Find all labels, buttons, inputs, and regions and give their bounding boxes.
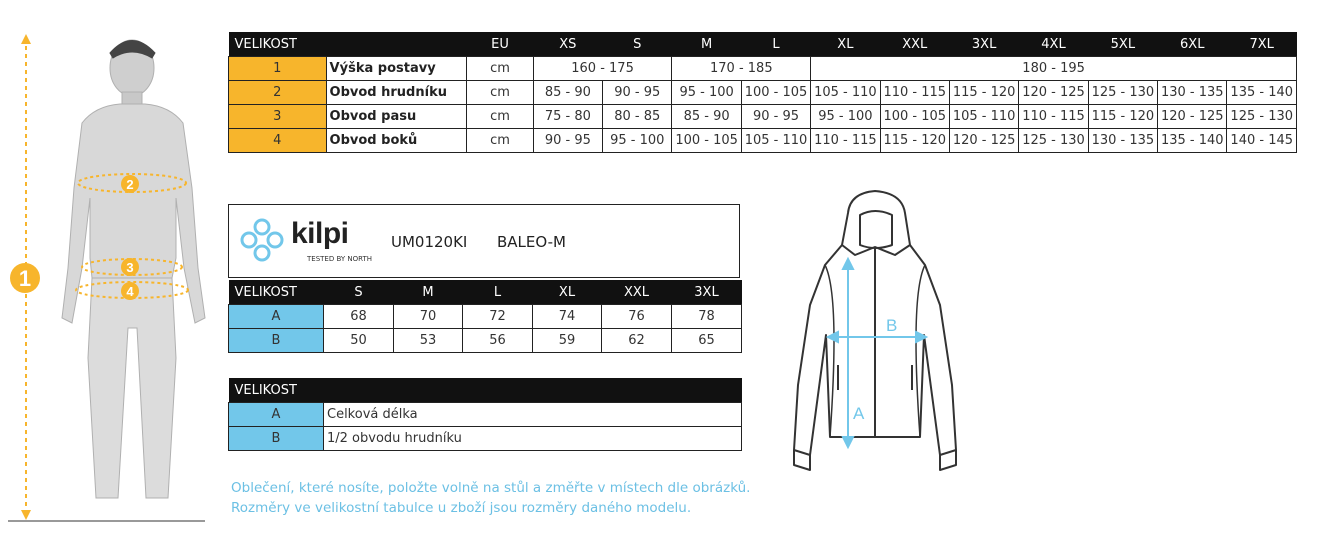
row-number: 4 (229, 129, 327, 153)
row-label: B (229, 329, 324, 353)
marker-3-label: 3 (126, 260, 134, 275)
model-table-header (229, 280, 742, 305)
table-cell: 80 - 85 (603, 105, 672, 129)
row-unit: cm (467, 81, 533, 105)
table-cell: 125 - 130 (1088, 81, 1157, 105)
legend-table (228, 378, 742, 451)
header-size: 7XL (1227, 32, 1297, 57)
table-row (229, 129, 1297, 153)
row-number: 2 (229, 81, 327, 105)
row-number: 1 (229, 57, 327, 81)
table-row (229, 427, 742, 451)
header-size: L (741, 32, 810, 57)
table-cell: 95 - 100 (603, 129, 672, 153)
table-cell: 62 (602, 329, 672, 353)
row-label: Obvod boků (326, 129, 467, 153)
table-cell: 95 - 100 (811, 105, 880, 129)
table-cell: 105 - 110 (811, 81, 880, 105)
table-cell: 135 - 140 (1227, 81, 1297, 105)
table-cell: 50 (324, 329, 394, 353)
table-cell: 130 - 135 (1158, 81, 1227, 105)
table-cell: 115 - 120 (880, 129, 949, 153)
kilpi-knot-icon (239, 217, 285, 263)
header-size: M (672, 32, 741, 57)
header-size: XL (811, 32, 880, 57)
header-size: 4XL (1019, 32, 1088, 57)
row-unit: cm (467, 105, 533, 129)
table-cell: 75 - 80 (533, 105, 602, 129)
table-cell: 125 - 130 (1019, 129, 1088, 153)
table-cell: 170 - 185 (672, 57, 811, 81)
table-cell: 74 (533, 305, 602, 329)
table-cell: 100 - 105 (880, 105, 949, 129)
table-row (229, 305, 742, 329)
brand-box (228, 204, 740, 278)
header-size: XS (533, 32, 602, 57)
brand-tagline: TESTED BY NORTH (307, 255, 373, 263)
table-cell: 70 (394, 305, 463, 329)
table-cell: 56 (463, 329, 533, 353)
note-line-2: Rozměry ve velikostní tabulce u zboží jsou rozměry daného modelu. (231, 500, 692, 516)
table-cell: 68 (324, 305, 394, 329)
legend-table-header (229, 378, 742, 403)
table-cell: 180 - 195 (811, 57, 1297, 81)
header-size: L (463, 280, 533, 305)
table-row (229, 81, 1297, 105)
header-velikost: VELIKOST (229, 378, 742, 403)
measurement-note (231, 478, 951, 518)
table-cell: 85 - 90 (533, 81, 602, 105)
row-description: Celková délka (324, 403, 742, 427)
header-size: XXL (602, 280, 672, 305)
brand-logo: kilpi (291, 217, 349, 250)
jacket-illustration (780, 185, 970, 475)
marker-1-label: 1 (18, 266, 32, 291)
row-label: A (229, 305, 324, 329)
table-cell: 76 (602, 305, 672, 329)
table-cell: 110 - 115 (1019, 105, 1088, 129)
table-cell: 90 - 95 (533, 129, 602, 153)
table-row (229, 329, 742, 353)
header-size: 6XL (1158, 32, 1227, 57)
header-size: XXL (880, 32, 949, 57)
table-row (229, 105, 1297, 129)
table-row (229, 57, 1297, 81)
table-cell: 110 - 115 (880, 81, 949, 105)
marker-4-label: 4 (126, 284, 134, 299)
table-cell: 110 - 115 (811, 129, 880, 153)
row-description: 1/2 obvodu hrudníku (324, 427, 742, 451)
table-cell: 105 - 110 (741, 129, 810, 153)
note-line-1: Oblečení, které nosíte, položte volně na stůl a změřte v místech dle obrázků. (231, 480, 751, 496)
table-cell: 90 - 95 (603, 81, 672, 105)
header-size: XL (533, 280, 602, 305)
table-cell: 100 - 105 (741, 81, 810, 105)
table-cell: 59 (533, 329, 602, 353)
body-figure (0, 28, 215, 528)
header-size: 3XL (949, 32, 1018, 57)
model-size-table (228, 280, 742, 353)
row-label: Výška postavy (326, 57, 467, 81)
header-size: 3XL (672, 280, 742, 305)
table-cell: 120 - 125 (1158, 105, 1227, 129)
row-unit: cm (467, 129, 533, 153)
table-cell: 95 - 100 (672, 81, 741, 105)
table-cell: 105 - 110 (949, 105, 1018, 129)
table-cell: 72 (463, 305, 533, 329)
header-eu: EU (467, 32, 533, 57)
table-cell: 120 - 125 (1019, 81, 1088, 105)
header-velikost: VELIKOST (229, 32, 467, 57)
header-velikost: VELIKOST (229, 280, 324, 305)
row-label: Obvod pasu (326, 105, 467, 129)
size-table-header (229, 32, 1297, 57)
marker-2-label: 2 (126, 177, 134, 192)
table-cell: 90 - 95 (741, 105, 810, 129)
header-size: S (324, 280, 394, 305)
table-row (229, 403, 742, 427)
row-label: A (229, 403, 324, 427)
table-cell: 125 - 130 (1227, 105, 1297, 129)
header-size: S (603, 32, 672, 57)
row-number: 3 (229, 105, 327, 129)
header-size: M (394, 280, 463, 305)
table-cell: 160 - 175 (533, 57, 672, 81)
table-cell: 115 - 120 (1088, 105, 1157, 129)
model-code: UM0120KI (391, 233, 468, 251)
table-cell: 130 - 135 (1088, 129, 1157, 153)
row-unit: cm (467, 57, 533, 81)
table-cell: 53 (394, 329, 463, 353)
row-label: B (229, 427, 324, 451)
table-cell: 85 - 90 (672, 105, 741, 129)
table-cell: 65 (672, 329, 742, 353)
table-cell: 120 - 125 (949, 129, 1018, 153)
jacket-label-b: B (886, 316, 898, 335)
size-table (228, 32, 1297, 153)
table-cell: 135 - 140 (1158, 129, 1227, 153)
table-cell: 140 - 145 (1227, 129, 1297, 153)
table-cell: 115 - 120 (949, 81, 1018, 105)
header-size: 5XL (1088, 32, 1157, 57)
model-name: BALEO-M (497, 233, 566, 251)
table-cell: 100 - 105 (672, 129, 741, 153)
table-cell: 78 (672, 305, 742, 329)
jacket-label-a: A (853, 404, 865, 423)
row-label: Obvod hrudníku (326, 81, 467, 105)
